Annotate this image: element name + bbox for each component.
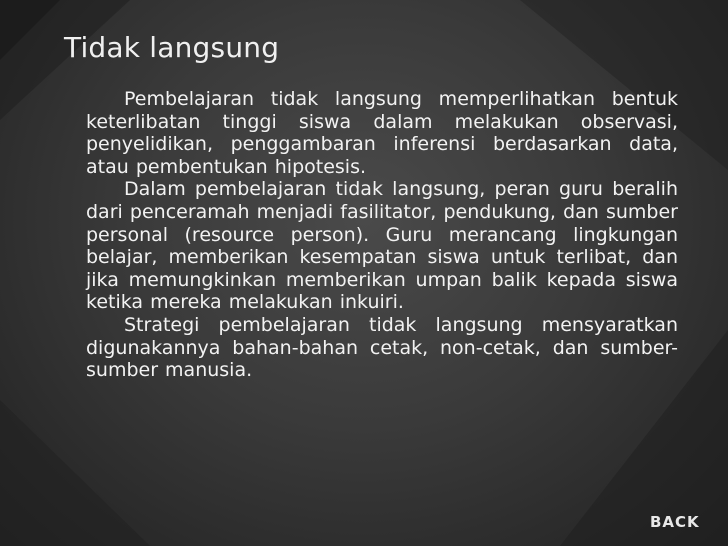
- paragraph-3: Strategi pembelajaran tidak langsung mensyaratkan digunakannya bahan-bahan cetak, non-cetak, dan sumber-sumber manusia.: [86, 313, 678, 382]
- slide-body: [86, 88, 678, 382]
- back-button[interactable]: BACK: [650, 513, 700, 531]
- slide-title: Tidak langsung: [64, 31, 280, 64]
- paragraph-1: Pembelajaran tidak langsung memperlihatkan bentuk keterlibatan tinggi siswa dalam melakukan observasi, penyelidikan, penggambaran inferensi berdasarkan data, atau pembentukan hipotesis.: [86, 88, 678, 178]
- paragraph-2: Dalam pembelajaran tidak langsung, peran guru beralih dari penceramah menjadi fasilitator, pendukung, dan sumber personal (resource person). Guru merancang lingkungan belajar, memberikan kesempatan siswa untuk terlibat, dan jika memungkinkan memberikan umpan balik kepada siswa ketika mereka melakukan inkuiri.: [86, 178, 678, 314]
